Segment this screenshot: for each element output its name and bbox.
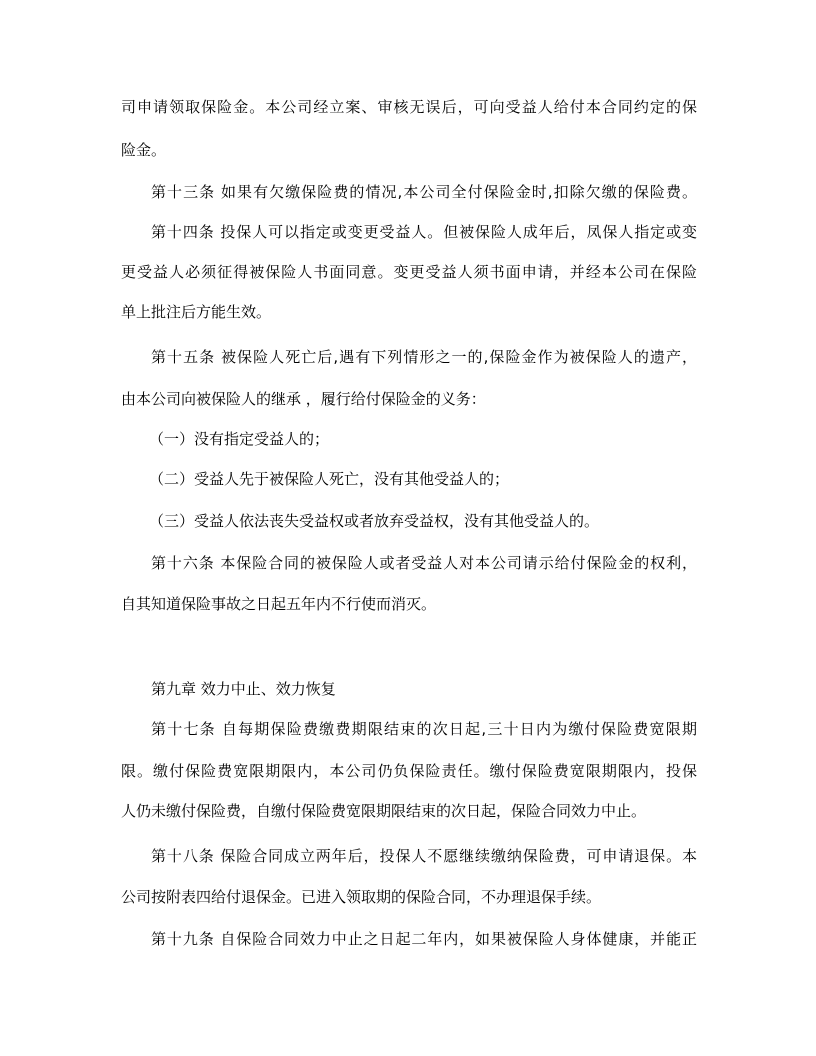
text-line: 人仍未缴付保险费，自缴付保险费宽限期限结束的次日起，保险合同效力中止。	[121, 802, 647, 820]
text-line: 由本公司向被保险人的继承 ，履行给付保险金的义务：	[121, 390, 486, 408]
text-line: 第十三条 如果有欠缴保险费的情况,本公司全付保险金时,扣除欠缴的保险费。	[151, 183, 697, 201]
text-line: 第十八条 保险合同成立两年后，投保人不愿继续缴纳保险费，可申请退保。本	[151, 847, 697, 865]
list-item: （三）受益人依法丧失受益权或者放弃受益权，没有其他受益人的。	[149, 512, 600, 530]
text-line: 险金。	[121, 141, 167, 159]
text-line: 司申请领取保险金。本公司经立案、审核无误后，可向受益人给付本合同约定的保	[121, 98, 697, 116]
text-line: 更受益人必须征得被保险人书面同意。变更受益人须书面申请，并经本公司在保险	[121, 263, 697, 281]
text-line: 公司按附表四给付退保金。已进入领取期的保险合同，不办理退保手续。	[121, 888, 602, 906]
text-line: 限。缴付保险费宽限期限内，本公司仍负保险责任。缴付保险费宽限期限内，投保	[121, 762, 697, 780]
text-line: 单上批注后方能生效。	[121, 303, 272, 321]
text-line: 第十九条 自保险合同效力中止之日起二年内，如果被保险人身体健康，并能正	[151, 930, 697, 948]
list-item: （一）没有指定受益人的；	[149, 430, 330, 448]
text-line: 第十七条 自每期保险费缴费期限结束的次日起,三十日内为缴付保险费宽限期	[151, 720, 697, 738]
list-item: （二）受益人先于被保险人死亡，没有其他受益人的；	[149, 470, 510, 488]
text-line: 第十五条 被保险人死亡后,遇有下列情形之一的,保险金作为被保险人的遗产，	[151, 348, 697, 366]
text-line: 第十六条 本保险合同的被保险人或者受益人对本公司请示给付保险金的权利，	[151, 554, 697, 572]
chapter-heading: 第九章 效力中止、效力恢复	[151, 680, 336, 698]
text-line: 第十四条 投保人可以指定或变更受益人。但被保险人成年后，凤保人指定或变	[151, 223, 697, 241]
text-line: 自其知道保险事故之日起五年内不行使而消灭。	[121, 595, 437, 613]
